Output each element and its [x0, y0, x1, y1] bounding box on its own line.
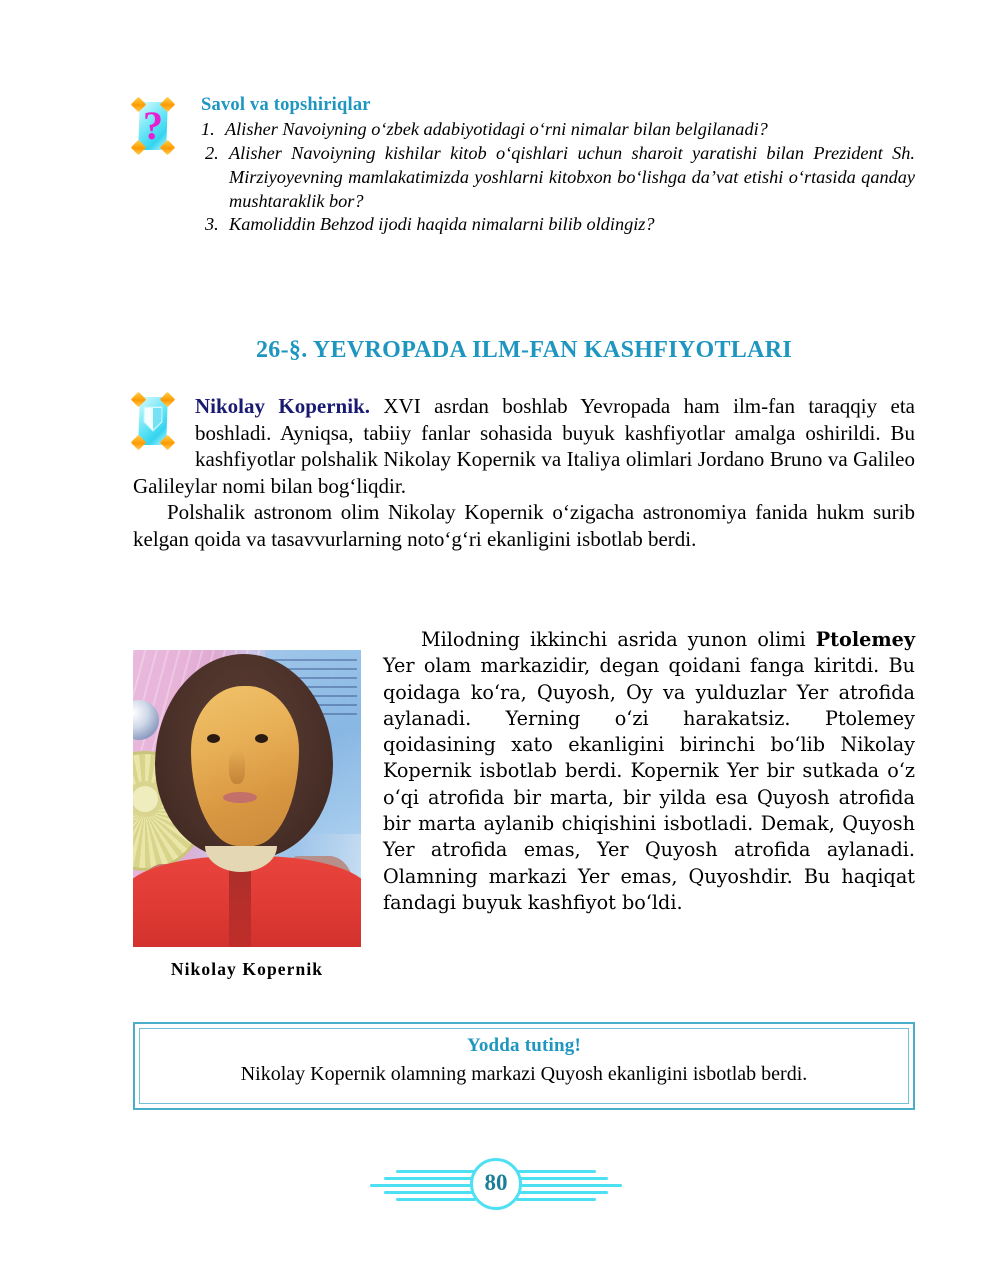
- icon-text-wrap-spacer: [133, 393, 195, 449]
- question-text-1: Alisher Navoiyning o‘zbek adabiyotidagi o‘rni nimalar bilan belgilanadi?: [225, 119, 768, 140]
- question-mark-glyph: ?: [143, 103, 163, 148]
- page-number: 80: [484, 1170, 508, 1195]
- portrait-eye-right: [255, 734, 268, 743]
- portrait-figure: [133, 650, 361, 980]
- question-item-1: [133, 118, 915, 142]
- portrait-face: [191, 686, 299, 846]
- footer-rays-left: [370, 1168, 476, 1200]
- note-box-inner-border: [139, 1028, 909, 1104]
- note-box-title: Yodda tuting!: [467, 1035, 581, 1056]
- footer-rays-right: [516, 1168, 622, 1200]
- remember-note-box: [133, 1022, 915, 1110]
- question-number-2: 2.: [205, 143, 219, 164]
- ptolemey-bold-name: Ptolemey: [815, 628, 915, 651]
- portrait-caption: Nikolay Kopernik: [170, 959, 324, 979]
- right-column-part-1: Milodning ikkinchi asrida yunon olimi: [421, 628, 816, 651]
- right-column-part-2: Yer olam markazidir, degan qoidani fanga kiritdi. Bu qoidaga ko‘ra, Quyosh, Oy va yulduzlar Yer atrofida aylanadi. Yerning o‘zi harakatsiz. Ptolemey qoidasining xato ekanligini birinchi bo‘lib Nikolay Kopernik isbotlab berdi. Kopernik Yer bir sutkada o‘z o‘qi atrofida bir marta, bir yilda esa Quyosh atrofida bir marta aylanib chiqishini isbotladi. Demak, Quyosh Yer atrofida emas, Yer Quyosh atrofida aylanadi. Olamning markazi Yer emas, Quyoshdir. Bu haqiqat fandagi buyuk kashfiyot bo‘ldi.: [383, 654, 915, 914]
- question-text-2: Alisher Navoiyning kishilar kitob o‘qishlari uchun sharoit yaratishi bilan Prezident Sh. Mirziyoyevning mamlakatimizda yoshlarni kitobxon bo‘lishga da’vat etishi o‘rtasida qanday mushtaraklik bor?: [229, 143, 915, 211]
- note-box-text: Nikolay Kopernik olamning markazi Quyosh ekanligini isbotlab berdi.: [240, 1063, 808, 1085]
- question-number-3: 3.: [205, 214, 219, 235]
- paragraph-lead-in: Nikolay Kopernik.: [195, 394, 370, 418]
- question-text-3: Kamoliddin Behzod ijodi haqida nimalarni bilib oldingiz?: [229, 214, 655, 235]
- portrait-robe-shading: [229, 860, 251, 947]
- questions-block: [133, 95, 915, 237]
- portrait-eye-left: [207, 734, 220, 743]
- section-heading: 26-§. YEVROPADA ILM-FAN KASHFIYOTLARI: [256, 337, 792, 363]
- footer-ornament: [366, 1158, 626, 1214]
- body-paragraph-2: Polshalik astronom olim Nikolay Kopernik o‘zigacha astronomiya fanida hukm surib kelgan qoida va tasavvurlarning noto‘g‘ri ekanligini isbotlab berdi.: [133, 500, 915, 551]
- body-paragraph-1-text: XVI asrdan boshlab Yevropada ham ilm-fan taraqqiy eta boshladi. Ayniqsa, tabiiy fanlar sohasida buyuk kashfiyotlar amalga oshirildi. Bu kashfiyotlar polshalik Nikolay Kopernik va Italiya olimlari Jordano Bruno va Galileo Galileylar nomi bilan bog‘liqdir.: [133, 394, 915, 498]
- portrait-mouth: [223, 792, 257, 803]
- body-paragraph-1: [133, 393, 915, 499]
- question-number-1: 1.: [201, 119, 215, 140]
- right-column-paragraph: [383, 627, 915, 916]
- page-footer: [0, 1158, 992, 1214]
- portrait-nose: [229, 750, 245, 784]
- body-column: [133, 393, 915, 552]
- question-item-2: [133, 142, 915, 213]
- copernicus-portrait-image: [133, 650, 361, 947]
- question-item-3: [133, 213, 915, 237]
- questions-list: [133, 118, 915, 237]
- right-column: [383, 627, 915, 916]
- questions-title: Savol va topshiriqlar: [201, 95, 371, 115]
